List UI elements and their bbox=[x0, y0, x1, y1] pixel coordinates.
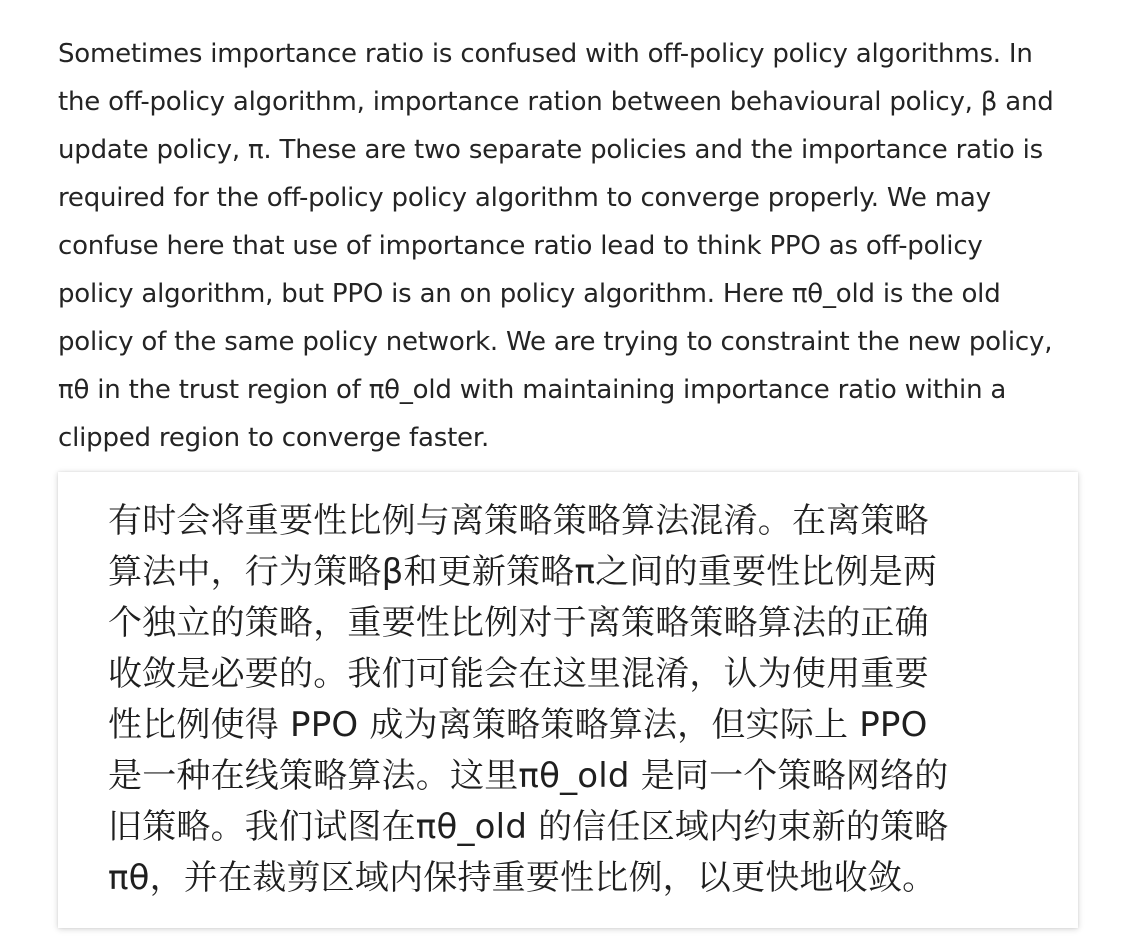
translation-card bbox=[58, 472, 1078, 928]
article-paragraph: Sometimes importance ratio is confused with off-policy policy algorithms. In the off-policy algorithm, importance ration between behavioural policy, β and update policy, π. These are two separate policies and the importance ratio is required for the off-policy policy algorithm to converge properly. We may confuse here that use of importance ratio lead to think PPO as off-policy policy algorithm, but PPO is an on policy algorithm. Here πθ_old is the old policy of the same policy network. We are trying to constraint the new policy, πθ in the trust region of πθ_old with maintaining importance ratio within a clipped region to converge faster. bbox=[58, 39, 1054, 453]
translation-text: 有时会将重要性比例与离策略策略算法混淆。在离策略 算法中，行为策略β和更新策略π之间的重要性比例是两 个独立的策略，重要性比例对于离策略策略算法的正确 收敛是必要的。我们可能会在这里混淆，认为使用重要 性比例使得 PPO 成为离策略策略算法，但实际上 PPO 是一种在线策略算法。这里πθ_old 是同一个策略网络的 旧策略。我们试图在πθ_old 的信任区域内约束新的策略 πθ，并在裁剪区域内保持重要性比例，以更快地收敛。 bbox=[108, 501, 949, 898]
